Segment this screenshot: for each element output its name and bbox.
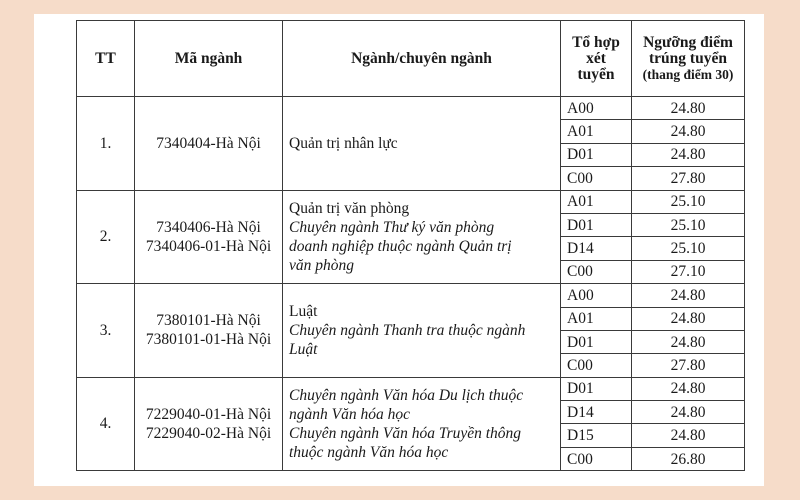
row-number: 4.	[77, 377, 135, 471]
subject-combo: D15	[561, 424, 632, 447]
subject-combo: C00	[561, 354, 632, 377]
specialization-line: ngành Văn hóa học	[289, 405, 410, 423]
header-score-label: Ngưỡng điểm trúng tuyển	[643, 33, 733, 67]
cutoff-score: 24.80	[632, 284, 745, 307]
cutoff-score: 27.10	[632, 260, 745, 283]
table-row	[77, 190, 745, 213]
cutoff-score: 24.80	[632, 377, 745, 400]
table-row	[77, 97, 745, 120]
specialization-line: văn phòng	[289, 256, 355, 274]
header-score	[632, 21, 745, 97]
cutoff-score: 24.80	[632, 120, 745, 143]
cutoff-score: 24.80	[632, 401, 745, 424]
major-code-cell	[135, 377, 283, 471]
admission-score-table	[76, 20, 745, 471]
major-name-cell	[283, 190, 561, 284]
header-score-scale: (thang điểm 30)	[642, 66, 734, 82]
cutoff-score: 24.80	[632, 97, 745, 120]
header-major: Ngành/chuyên ngành	[283, 21, 561, 97]
cutoff-score: 24.80	[632, 424, 745, 447]
cutoff-score: 24.80	[632, 330, 745, 353]
major-name-cell	[283, 97, 561, 191]
subject-combo: C00	[561, 260, 632, 283]
cutoff-score: 26.80	[632, 447, 745, 470]
specialization-line: thuộc ngành Văn hóa học	[289, 443, 449, 461]
cutoff-score: 24.80	[632, 307, 745, 330]
subject-combo: A01	[561, 120, 632, 143]
row-number: 3.	[77, 284, 135, 378]
major-code-cell	[135, 284, 283, 378]
cutoff-score: 25.10	[632, 237, 745, 260]
table-row	[77, 284, 745, 307]
table-header-row	[77, 21, 745, 97]
major-code: 7380101-Hà Nội	[156, 312, 261, 330]
subject-combo: A00	[561, 97, 632, 120]
subject-combo: D01	[561, 330, 632, 353]
subject-combo: D14	[561, 401, 632, 424]
subject-combo: D14	[561, 237, 632, 260]
major-code-cell	[135, 190, 283, 284]
major-code: 7340404-Hà Nội	[156, 134, 261, 152]
cutoff-score: 27.80	[632, 167, 745, 190]
cutoff-score: 27.80	[632, 354, 745, 377]
cutoff-score: 25.10	[632, 190, 745, 213]
subject-combo: D01	[561, 377, 632, 400]
subject-combo: C00	[561, 447, 632, 470]
subject-combo: C00	[561, 167, 632, 190]
major-name-cell	[283, 284, 561, 378]
major-name: Luật	[289, 302, 318, 320]
header-code: Mã ngành	[135, 21, 283, 97]
table-row	[77, 377, 745, 400]
row-number: 2.	[77, 190, 135, 284]
specialization-line: Luật	[289, 340, 318, 358]
subject-combo: A01	[561, 190, 632, 213]
specialization-line: Chuyên ngành Thanh tra thuộc ngành	[289, 321, 526, 339]
subject-combo: A00	[561, 284, 632, 307]
major-code: 7340406-01-Hà Nội	[145, 237, 272, 255]
subject-combo: D01	[561, 143, 632, 166]
major-name: Quản trị văn phòng	[289, 199, 410, 217]
subject-combo: A01	[561, 307, 632, 330]
row-number: 1.	[77, 97, 135, 191]
document-sheet	[34, 14, 764, 486]
major-code-cell	[135, 97, 283, 191]
specialization-line: Chuyên ngành Văn hóa Truyền thông	[289, 424, 522, 442]
specialization-line: Chuyên ngành Văn hóa Du lịch thuộc	[289, 386, 524, 404]
header-combo: Tổ hợp xét tuyển	[561, 21, 632, 97]
major-code: 7340406-Hà Nội	[156, 218, 261, 236]
major-name: Quản trị nhân lực	[289, 134, 398, 152]
specialization-line: Chuyên ngành Thư ký văn phòng	[289, 218, 495, 236]
specialization-line: doanh nghiệp thuộc ngành Quản trị	[289, 237, 512, 255]
table-body	[77, 97, 745, 471]
major-code: 7229040-01-Hà Nội	[145, 405, 272, 423]
cutoff-score: 24.80	[632, 143, 745, 166]
major-code: 7380101-01-Hà Nội	[145, 331, 272, 349]
major-code: 7229040-02-Hà Nội	[145, 424, 272, 442]
major-name-cell	[283, 377, 561, 471]
cutoff-score: 25.10	[632, 213, 745, 236]
header-tt: TT	[77, 21, 135, 97]
subject-combo: D01	[561, 213, 632, 236]
